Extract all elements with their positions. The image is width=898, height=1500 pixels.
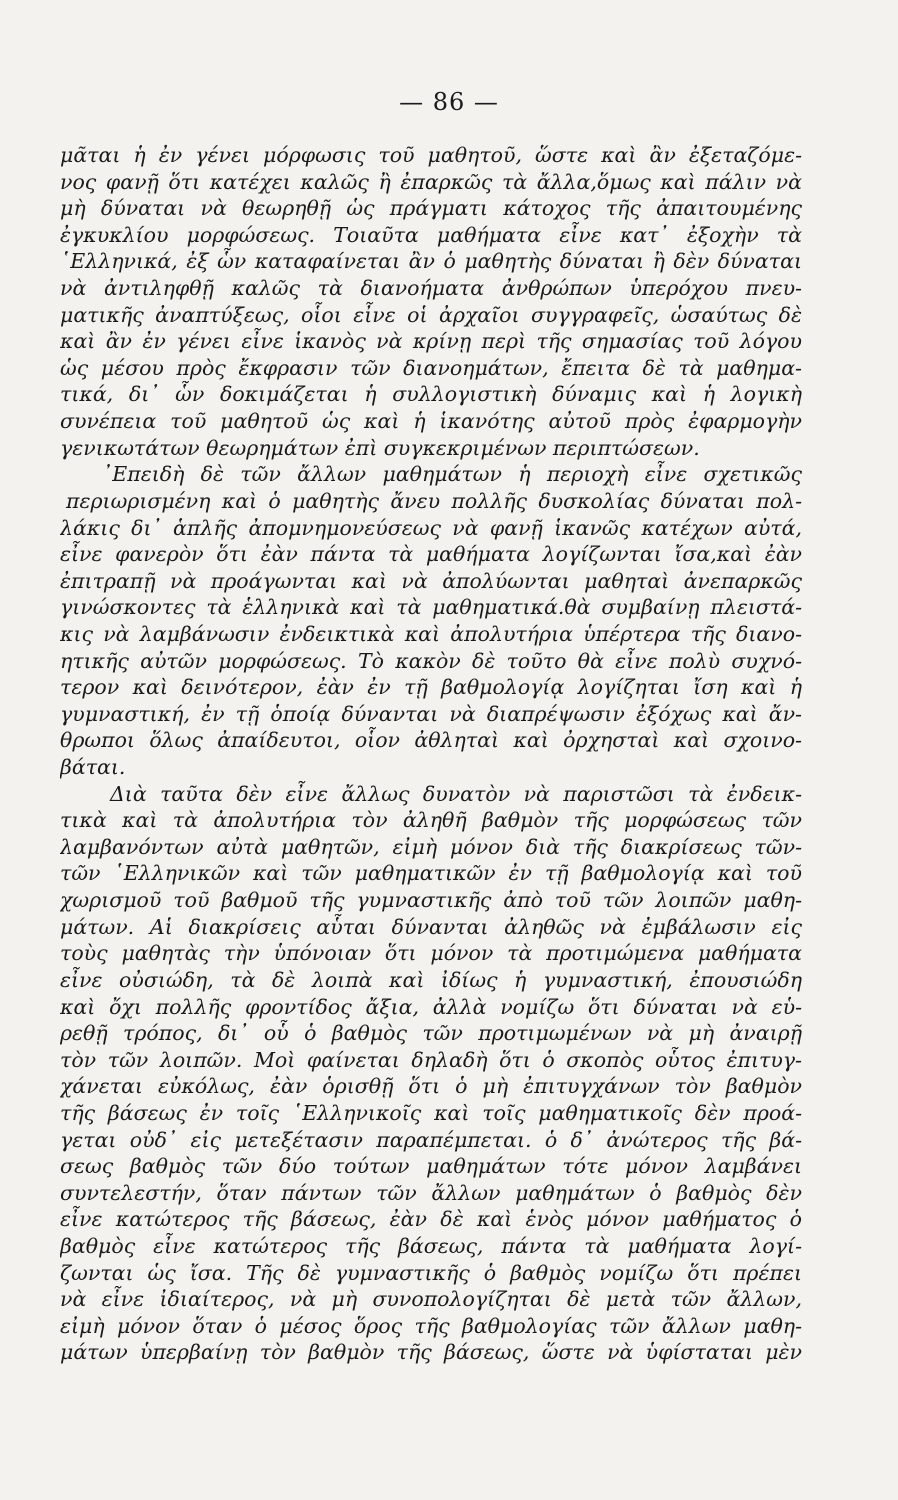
text-line: μάτων ὑπερβαίνῃ τὸν βαθμὸν τῆς βάσεως, ὥστε νὰ ὑφίσταται μὲν: [60, 1340, 802, 1365]
text-line: συντελεστήν, ὅταν πάντων τῶν ἄλλων μαθημάτων ὁ βαθμὸς δὲν: [60, 1180, 802, 1205]
text-line: μᾶται ἡ ἐν γένει μόρφωσις τοῦ μαθητοῦ, ὥστε καὶ ἂν ἐξεταζόμε-: [60, 143, 802, 167]
text-line: ῾Ελληνικά, ἐξ ὧν καταφαίνεται ἂν ὁ μαθητὴς δύναται ἢ δὲν δύναται: [60, 249, 802, 274]
text-line: εἶνε οὐσιώδη, τὰ δὲ λοιπὰ καὶ ἰδίως ἡ γυμναστική, ἐπουσιώδη: [60, 967, 802, 992]
text-line: εἶνε φανερὸν ὅτι ἐὰν πάντα τὰ μαθήματα λογίζωνται ἴσα,καὶ ἐὰν: [60, 542, 802, 567]
text-line: τοὺς μαθητὰς τὴν ὑπόνοιαν ὅτι μόνον τὰ προτιμώμενα μαθήματα: [60, 941, 802, 966]
text-line: νὰ εἶνε ἰδιαίτερος, νὰ μὴ συνοπολογίζηται δὲ μετὰ τῶν ἄλλων,: [60, 1287, 802, 1312]
text-line: ματικῆς ἀναπτύξεως, οἷοι εἶνε οἱ ἀρχαῖοι συγγραφεῖς, ὡσαύτως δὲ: [60, 302, 802, 327]
text-line: καὶ ἂν ἐν γένει εἶνε ἱκανὸς νὰ κρίνῃ περὶ τῆς σημασίας τοῦ λόγου: [60, 329, 802, 354]
text-line: γινώσκοντες τὰ ἑλληνικὰ καὶ τὰ μαθηματικά.θὰ συμβαίνῃ πλειστά-: [60, 595, 802, 620]
text-line: τικά, δι᾽ ὧν δοκιμάζεται ἡ συλλογιστικὴ δύναμις καὶ ἡ λογικὴ: [60, 382, 802, 407]
text-line: σεως βαθμὸς τῶν δύο τούτων μαθημάτων τότε μόνον λαμβάνει: [60, 1154, 802, 1179]
text-line: ρεθῇ τρόπος, δι᾽ οὗ ὁ βαθμὸς τῶν προτιμωμένων νὰ μὴ ἀναιρῇ: [60, 1021, 802, 1046]
text-line: Διὰ ταῦτα δὲν εἶνε ἄλλως δυνατὸν νὰ παριστῶσι τὰ ἐνδεικ-: [110, 781, 802, 806]
text-line: ἐγκυκλίου μορφώσεως. Τοιαῦτα μαθήματα εἶνε κατ᾽ ἐξοχὴν τὰ: [60, 222, 802, 247]
text-line: θρωποι ὅλως ἀπαίδευτοι, οἷον ἀθληταὶ καὶ ὀρχησταὶ καὶ σχοινο-: [60, 728, 802, 753]
text-line: νὰ ἀντιληφθῇ καλῶς τὰ διανοήματα ἀνθρώπων ὑπερόχου πνευ-: [60, 276, 802, 301]
text-line: εἰμὴ μόνον ὅταν ὁ μέσος ὅρος τῆς βαθμολογίας τῶν ἄλλων μαθη-: [60, 1313, 802, 1338]
text-line: τὸν τῶν λοιπῶν. Μοὶ φαίνεται δηλαδὴ ὅτι ὁ σκοπὸς οὗτος ἐπιτυγ-: [60, 1047, 802, 1072]
text-line: τερον καὶ δεινότερον, ἐὰν ἐν τῇ βαθμολογίᾳ λογίζηται ἴση καὶ ἡ: [60, 675, 802, 700]
text-line: ὡς μέσου πρὸς ἔκφρασιν τῶν διανοημάτων, ἔπειτα δὲ τὰ μαθημα-: [60, 355, 802, 380]
body-text: [60, 142, 802, 1366]
text-line: ζωνται ὡς ἴσα. Τῆς δὲ γυμναστικῆς ὁ βαθμὸς νομίζω ὅτι πρέπει: [60, 1260, 802, 1285]
text-line: συνέπεια τοῦ μαθητοῦ ὡς καὶ ἡ ἱκανότης αὐτοῦ πρὸς ἐφαρμογὴν: [60, 409, 802, 434]
text-line: τῆς βάσεως ἐν τοῖς ῾Ελληνικοῖς καὶ τοῖς μαθηματικοῖς δὲν προά-: [60, 1100, 802, 1125]
text-line: λαμβανόντων αὐτὰ μαθητῶν, εἰμὴ μόνον διὰ τῆς διακρίσεως τῶν-: [60, 834, 802, 859]
text-line: κις νὰ λαμβάνωσιν ἐνδεικτικὰ καὶ ἀπολυτήρια ὑπέρτερα τῆς διανο-: [60, 621, 802, 646]
text-line: γυμναστική, ἐν τῇ ὁποίᾳ δύνανται νὰ διαπρέψωσιν ἐξόχως καὶ ἄν-: [60, 701, 802, 726]
text-line: τικὰ καὶ τὰ ἀπολυτήρια τὸν ἀληθῆ βαθμὸν τῆς μορφώσεως τῶν: [60, 808, 802, 833]
text-line: περιωρισμένη καὶ ὁ μαθητὴς ἄνευ πολλῆς δυσκολίας δύναται πολ-: [66, 488, 802, 513]
text-line: νος φανῇ ὅτι κατέχει καλῶς ἢ ἐπαρκῶς τὰ ἄλλα,ὅμως καὶ πάλιν νὰ: [60, 169, 802, 194]
text-line: ἐπιτραπῇ νὰ προάγωνται καὶ νὰ ἀπολύωνται μαθηταὶ ἀνεπαρκῶς: [60, 568, 802, 593]
text-line: χάνεται εὐκόλως, ἐὰν ὁρισθῇ ὅτι ὁ μὴ ἐπιτυγχάνων τὸν βαθμὸν: [60, 1074, 802, 1099]
text-line: τῶν ῾Ελληνικῶν καὶ τῶν μαθηματικῶν ἐν τῇ βαθμολογίᾳ καὶ τοῦ: [60, 861, 802, 886]
text-line: ητικῆς αὐτῶν μορφώσεως. Τὸ κακὸν δὲ τοῦτο θὰ εἶνε πολὺ συχνό-: [60, 648, 802, 673]
text-line: βαθμὸς εἶνε κατώτερος τῆς βάσεως, πάντα τὰ μαθήματα λογί-: [60, 1233, 802, 1258]
text-line: καὶ ὄχι πολλῆς φροντίδος ἄξια, ἀλλὰ νομίζω ὅτι δύναται νὰ εὑ-: [60, 994, 802, 1019]
text-line: μάτων. Αἱ διακρίσεις αὗται δύνανται ἀληθῶς νὰ ἐμβάλωσιν εἰς: [60, 914, 802, 939]
text-line: βάται.: [60, 755, 126, 780]
text-line: ᾿Επειδὴ δὲ τῶν ἄλλων μαθημάτων ἡ περιοχὴ εἶνε σχετικῶς: [102, 462, 802, 487]
page-number: — 86 —: [399, 88, 499, 116]
text-line: μὴ δύναται νὰ θεωρηθῇ ὡς πράγματι κάτοχος τῆς ἀπαιτουμένης: [60, 196, 802, 221]
text-line: γενικωτάτων θεωρημάτων ἐπὶ συγκεκριμένων περιπτώσεων.: [60, 435, 700, 460]
text-line: εἶνε κατώτερος τῆς βάσεως, ἐὰν δὲ καὶ ἑνὸς μόνον μαθήματος ὁ: [60, 1207, 802, 1232]
text-line: χωρισμοῦ τοῦ βαθμοῦ τῆς γυμναστικῆς ἀπὸ τοῦ τῶν λοιπῶν μαθη-: [60, 888, 802, 913]
text-line: γεται οὐδ᾽ εἰς μετεξέτασιν παραπέμπεται. ὁ δ᾽ ἀνώτερος τῆς βά-: [60, 1127, 802, 1152]
text-line: λάκις δι᾽ ἁπλῆς ἀπομνημονεύσεως νὰ φανῇ ἱκανῶς κατέχων αὐτά,: [60, 515, 802, 540]
